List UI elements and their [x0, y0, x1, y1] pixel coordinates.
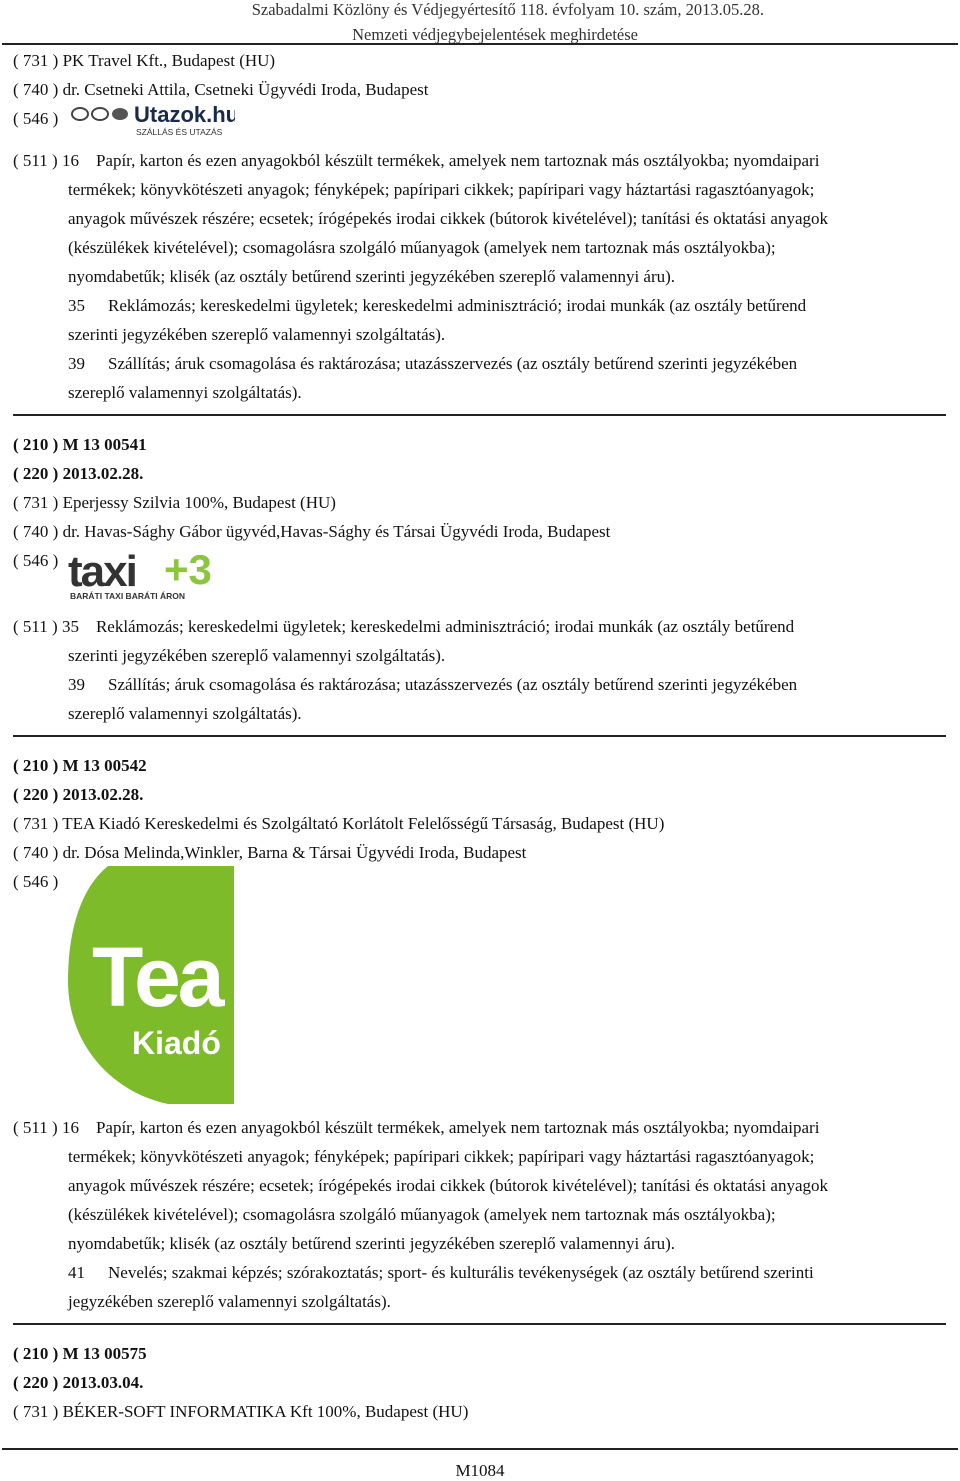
entry2-filing-date: ( 220 ) 2013.02.28.	[13, 464, 144, 483]
entry3-mark-label: ( 546 )	[13, 872, 59, 891]
utazok-logo-text: Utazok.hu	[134, 102, 235, 127]
tea-logo-word1: Tea	[92, 930, 222, 1024]
entry3-class16-first	[13, 1117, 819, 1139]
utazok-logo-tag: SZÁLLÁS ÉS UTAZÁS	[136, 127, 223, 137]
entry2-c35-line: szerinti jegyzékében szereplő valamennyi szolgáltatás).	[68, 646, 446, 665]
entry2-class39	[68, 674, 797, 696]
entry1-class35	[68, 295, 806, 317]
entry2-application-number: ( 210 ) M 13 00541	[13, 435, 147, 454]
tea-kiado-logo	[68, 866, 234, 1104]
entry1-c16-line: termékek; könyvkötészeti anyagok; fényképek; papíripari cikkek; papíripari vagy háztartási ragasztóanyagok;	[68, 180, 815, 199]
entry3-c16-line: termékek; könyvkötészeti anyagok; fényképek; papíripari cikkek; papíripari vagy háztartási ragasztóanyagok;	[68, 1147, 815, 1166]
entry1-c16-line: (készülékek kivételével); csomagolásra szolgáló műanyagok (amelyek nem tartoznak más osztályokba);	[68, 238, 776, 257]
entry2-mark-label: ( 546 )	[13, 551, 59, 570]
entry1-c16-line: Papír, karton és ezen anyagokból készült termékek, amelyek nem tartoznak más osztályokba; nyomdaipari	[95, 151, 820, 170]
entry2-code-prefix: ( 511 ) 35	[13, 617, 79, 636]
entry3-c41-line: Nevelés; szakmai képzés; szórakoztatás; sport- és kulturális tevékenységek (az osztály betűrend szerinti	[108, 1263, 814, 1282]
taxi-logo-plus: +3	[164, 546, 212, 593]
entry1-code-prefix: ( 511 ) 16	[13, 151, 79, 170]
class-number: 39	[68, 354, 85, 373]
taxi-logo	[68, 544, 238, 604]
entry3-c16-line: anyagok művészek részére; ecsetek; írógépekés irodai cikkek (bútorok kivételével); tanítási és oktatási anyagok	[68, 1176, 828, 1195]
entry3-code-prefix: ( 511 ) 16	[13, 1118, 79, 1137]
taxi-logo-text: taxi	[68, 547, 136, 596]
entry2-c39-line: Szállítás; áruk csomagolása és raktározása; utazásszervezés (az osztály betűrend szerinti jegyzékében	[108, 675, 798, 694]
entry1-mark-label: ( 546 )	[13, 109, 59, 128]
entry1-holder: ( 731 ) PK Travel Kft., Budapest (HU)	[13, 51, 276, 70]
header-section-title: Nemzeti védjegybejelentések meghirdetése	[352, 25, 638, 44]
entry1-attorney: ( 740 ) dr. Csetneki Attila, Csetneki Ügyvédi Iroda, Budapest	[13, 80, 429, 99]
class-number: 39	[68, 675, 85, 694]
entry3-holder: ( 731 ) TEA Kiadó Kereskedelmi és Szolgáltató Korlátolt Felelősségű Társaság, Budapest (HU)	[13, 814, 665, 833]
footer-rule	[2, 1448, 958, 1450]
entry1-c39-line: szereplő valamennyi szolgáltatás).	[68, 383, 302, 402]
entry3-c16-line: Papír, karton és ezen anyagokból készült termékek, amelyek nem tartoznak más osztályokba; nyomdaipari	[95, 1118, 820, 1137]
entry2-c35-line: Reklámozás; kereskedelmi ügyletek; kereskedelmi adminisztráció; irodai munkák (az osztály betűrend	[95, 617, 795, 636]
entry1-c16-line: nyomdabetűk; klisék (az osztály betűrend szerinti jegyzékében szereplő valamennyi áru).	[68, 267, 676, 286]
entry4-filing-date: ( 220 ) 2013.03.04.	[13, 1373, 144, 1392]
class-number: 35	[68, 296, 85, 315]
page-number: M1084	[455, 1461, 505, 1480]
class-number: 41	[68, 1263, 85, 1282]
entry2-attorney: ( 740 ) dr. Havas-Sághy Gábor ügyvéd,Havas-Sághy és Társai Ügyvédi Iroda, Budapest	[13, 522, 611, 541]
entry2-holder: ( 731 ) Eperjessy Szilvia 100%, Budapest (HU)	[13, 493, 336, 512]
entry2-class35-first	[13, 616, 794, 638]
tea-logo-word2: Kiadó	[132, 1025, 221, 1061]
entry-separator	[13, 414, 946, 416]
entry1-class39	[68, 353, 797, 375]
entry2-c39-line: szereplő valamennyi szolgáltatás).	[68, 704, 302, 723]
entry4-holder: ( 731 ) BÉKER-SOFT INFORMATIKA Kft 100%, Budapest (HU)	[13, 1402, 469, 1421]
entry3-filing-date: ( 220 ) 2013.02.28.	[13, 785, 144, 804]
entry3-application-number: ( 210 ) M 13 00542	[13, 756, 147, 775]
entry3-c41-line: jegyzékében szereplő valamennyi szolgáltatás).	[68, 1292, 391, 1311]
entry3-c16-line: nyomdabetűk; klisék (az osztály betűrend szerinti jegyzékében szereplő valamennyi áru).	[68, 1234, 676, 1253]
entry1-c35-line: szerinti jegyzékében szereplő valamennyi szolgáltatás).	[68, 325, 446, 344]
entry3-class41	[68, 1262, 814, 1284]
taxi-logo-tag: BARÁTI TAXI BARÁTI ÁRON	[70, 591, 186, 601]
utazok-logo	[70, 102, 235, 138]
entry4-application-number: ( 210 ) M 13 00575	[13, 1344, 147, 1363]
entry1-c35-line: Reklámozás; kereskedelmi ügyletek; kereskedelmi adminisztráció; irodai munkák (az osztály betűrend	[108, 296, 807, 315]
entry3-c16-line: (készülékek kivételével); csomagolásra szolgáló műanyagok (amelyek nem tartoznak más osztályokba);	[68, 1205, 776, 1224]
entry1-class16-first	[13, 150, 819, 172]
entry-separator	[13, 735, 946, 737]
header-rule	[2, 43, 958, 45]
entry1-c39-line: Szállítás; áruk csomagolása és raktározása; utazásszervezés (az osztály betűrend szerinti jegyzékében	[108, 354, 798, 373]
entry1-c16-line: anyagok művészek részére; ecsetek; írógépekés irodai cikkek (bútorok kivételével); tanítási és oktatási anyagok	[68, 209, 828, 228]
entry3-attorney: ( 740 ) dr. Dósa Melinda,Winkler, Barna & Társai Ügyvédi Iroda, Budapest	[13, 843, 527, 862]
header-journal-title: Szabadalmi Közlöny és Védjegyértesítő 118. évfolyam 10. szám, 2013.05.28.	[251, 0, 764, 19]
entry-separator	[13, 1323, 946, 1325]
